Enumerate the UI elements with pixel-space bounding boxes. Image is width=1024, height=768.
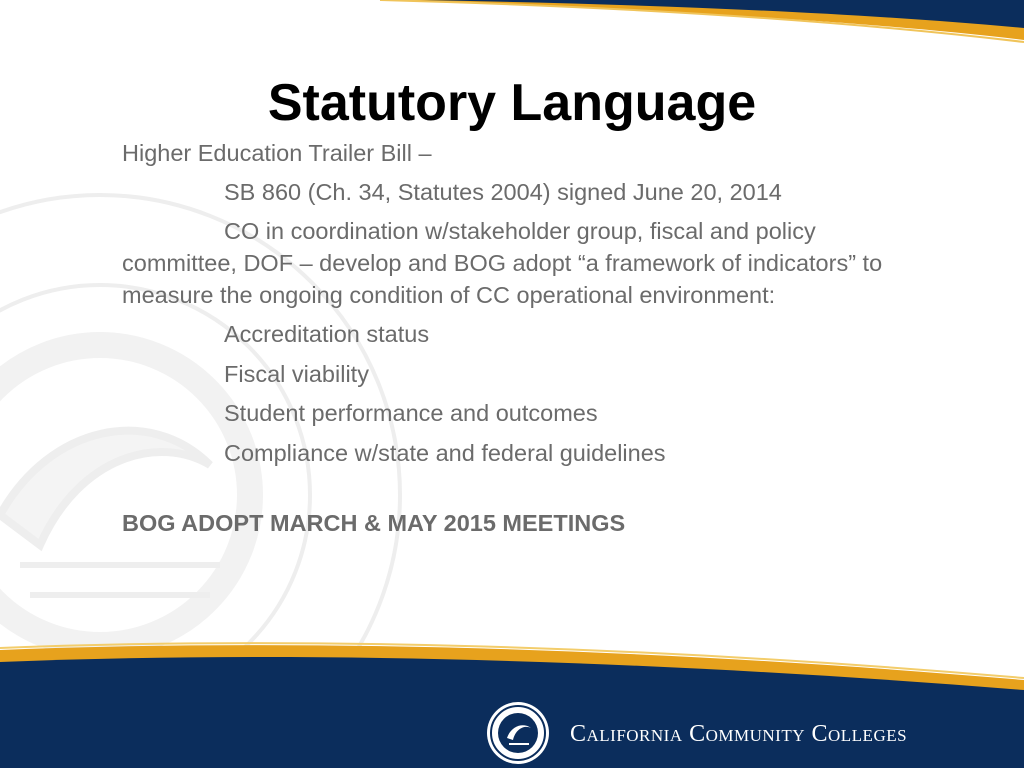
california-community-colleges-seal-icon bbox=[485, 700, 551, 766]
slide-title: Statutory Language bbox=[267, 73, 757, 132]
intro-line: Higher Education Trailer Bill – bbox=[122, 140, 432, 166]
organization-name: California Community Colleges bbox=[570, 721, 908, 747]
bill-line: SB 860 (Ch. 34, Statutes 2004) signed June 20, 2014 bbox=[224, 179, 782, 205]
adoption-note: BOG ADOPT MARCH & MAY 2015 MEETINGS bbox=[122, 509, 626, 536]
top-swoosh-band bbox=[0, 0, 1024, 60]
indicator-item: Compliance w/state and federal guidelines bbox=[224, 439, 666, 466]
indicator-item: Fiscal viability bbox=[224, 360, 369, 387]
slide-body bbox=[122, 137, 912, 539]
indicator-item: Accreditation status bbox=[224, 321, 430, 347]
indicator-item: Student performance and outcomes bbox=[224, 400, 598, 426]
description-paragraph: CO in coordination w/stakeholder group, fiscal and policy committee, DOF – develop and BOG adopt “a framework of indicators” to measure the ongoing condition of CC operational environment: bbox=[122, 218, 883, 308]
